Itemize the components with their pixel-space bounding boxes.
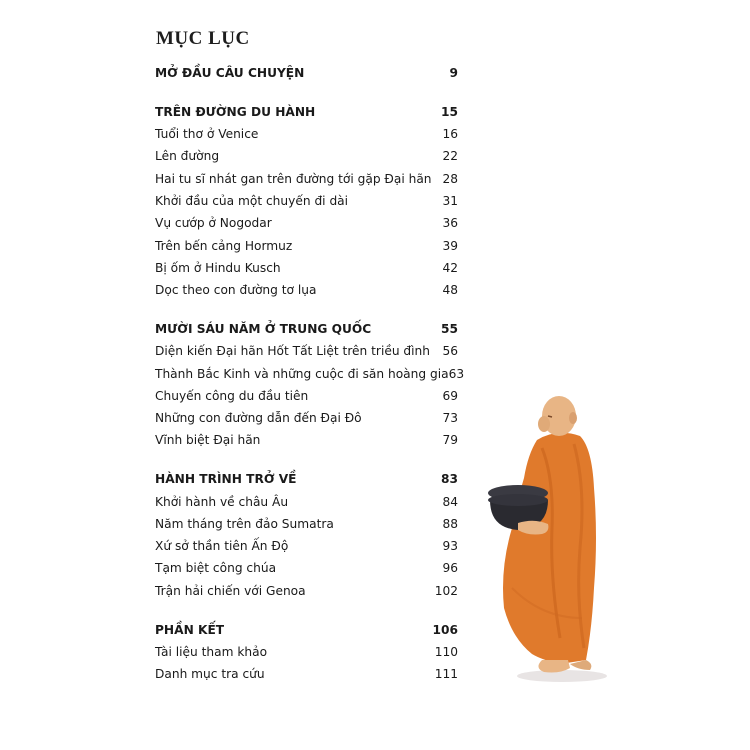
page-number: 73	[442, 411, 458, 426]
page-number: 110	[434, 644, 458, 659]
page-number: 28	[442, 171, 458, 186]
page-number: 69	[442, 388, 458, 403]
page-number: 83	[441, 472, 458, 487]
page-number: 36	[442, 216, 458, 231]
section-title: MỞ ĐẦU CÂU CHUYỆN	[155, 66, 305, 80]
page-number: 55	[441, 321, 458, 336]
item-label: Tài liệu tham khảo	[155, 644, 268, 659]
section-title: PHẦN KẾT	[155, 622, 225, 637]
toc-section[interactable]	[155, 62, 458, 84]
section-title: HÀNH TRÌNH TRỞ VỀ	[155, 472, 297, 487]
toc-section[interactable]	[155, 619, 458, 641]
page-number: 106	[432, 622, 458, 637]
item-label: Khởi hành về châu Âu	[155, 494, 289, 509]
item-label: Dọc theo con đường tơ lụa	[155, 283, 317, 298]
page-number: 79	[442, 433, 458, 448]
item-label: Chuyến công du đầu tiên	[155, 388, 309, 403]
page-number: 93	[442, 539, 458, 554]
toc-item[interactable]	[155, 385, 458, 407]
toc-item[interactable]	[155, 580, 458, 602]
page-number: 88	[442, 516, 458, 531]
toc-item[interactable]	[155, 145, 458, 167]
section-title: TRÊN ĐƯỜNG DU HÀNH	[155, 104, 316, 119]
item-label: Năm tháng trên đảo Sumatra	[155, 516, 334, 531]
toc-item[interactable]	[155, 535, 458, 557]
page-number: 31	[442, 193, 458, 208]
page-number: 56	[442, 344, 458, 359]
page-number: 48	[442, 283, 458, 298]
page-number: 15	[441, 104, 458, 119]
toc-item[interactable]	[155, 641, 458, 663]
toc-item[interactable]	[155, 168, 458, 190]
toc-item[interactable]	[155, 212, 458, 234]
page-number: 16	[442, 127, 458, 142]
item-label: Thành Bắc Kinh và những cuộc đi săn hoàng gia	[155, 366, 449, 381]
page-number: 63	[448, 366, 465, 381]
toc-section[interactable]	[155, 101, 458, 123]
toc-item[interactable]	[155, 190, 458, 212]
page-number: 111	[434, 667, 458, 682]
item-label: Trên bến cảng Hormuz	[155, 238, 293, 253]
page-number: 102	[434, 583, 458, 598]
item-label: Hai tu sĩ nhát gan trên đường tới gặp Đại hãn	[155, 171, 432, 186]
toc-item[interactable]	[155, 491, 458, 513]
section-title: MƯỜI SÁU NĂM Ở TRUNG QUỐC	[155, 321, 372, 336]
item-label: Vĩnh biệt Đại hãn	[155, 433, 261, 448]
item-label: Danh mục tra cứu	[155, 667, 265, 682]
toc-item[interactable]	[155, 557, 458, 579]
toc-item[interactable]	[155, 429, 458, 451]
toc-item[interactable]	[155, 663, 458, 685]
item-label: Xứ sở thần tiên Ấn Độ	[155, 539, 289, 554]
page-number: 22	[442, 149, 458, 164]
toc-item[interactable]	[155, 407, 458, 429]
page-number: 42	[442, 260, 458, 275]
toc-section[interactable]	[155, 318, 458, 340]
toc-item[interactable]	[155, 235, 458, 257]
toc-item[interactable]	[155, 340, 458, 362]
toc-item[interactable]	[155, 123, 458, 145]
toc-item[interactable]	[155, 279, 458, 301]
item-label: Những con đường dẫn đến Đại Đô	[155, 411, 362, 426]
item-label: Tạm biệt công chúa	[155, 561, 277, 576]
item-label: Vụ cướp ở Nogodar	[155, 216, 272, 231]
table-of-contents	[155, 62, 465, 685]
item-label: Tuổi thơ ở Venice	[155, 127, 259, 142]
item-label: Lên đường	[155, 149, 220, 164]
item-label: Khởi đầu của một chuyến đi dài	[155, 193, 349, 208]
toc-item[interactable]	[155, 513, 458, 535]
item-label: Diện kiến Đại hãn Hốt Tất Liệt trên triều đình	[155, 344, 430, 359]
page-number: 84	[442, 494, 458, 509]
monk-illustration	[482, 388, 612, 688]
page-title: MỤC LỤC	[156, 28, 250, 49]
item-label: Trận hải chiến với Genoa	[155, 583, 306, 598]
page-number: 96	[442, 561, 458, 576]
page-number: 39	[442, 238, 458, 253]
toc-item[interactable]	[155, 257, 458, 279]
toc-section[interactable]	[155, 468, 458, 490]
page-number: 9	[449, 66, 458, 80]
item-label: Bị ốm ở Hindu Kusch	[155, 260, 281, 275]
toc-item[interactable]	[155, 363, 465, 385]
